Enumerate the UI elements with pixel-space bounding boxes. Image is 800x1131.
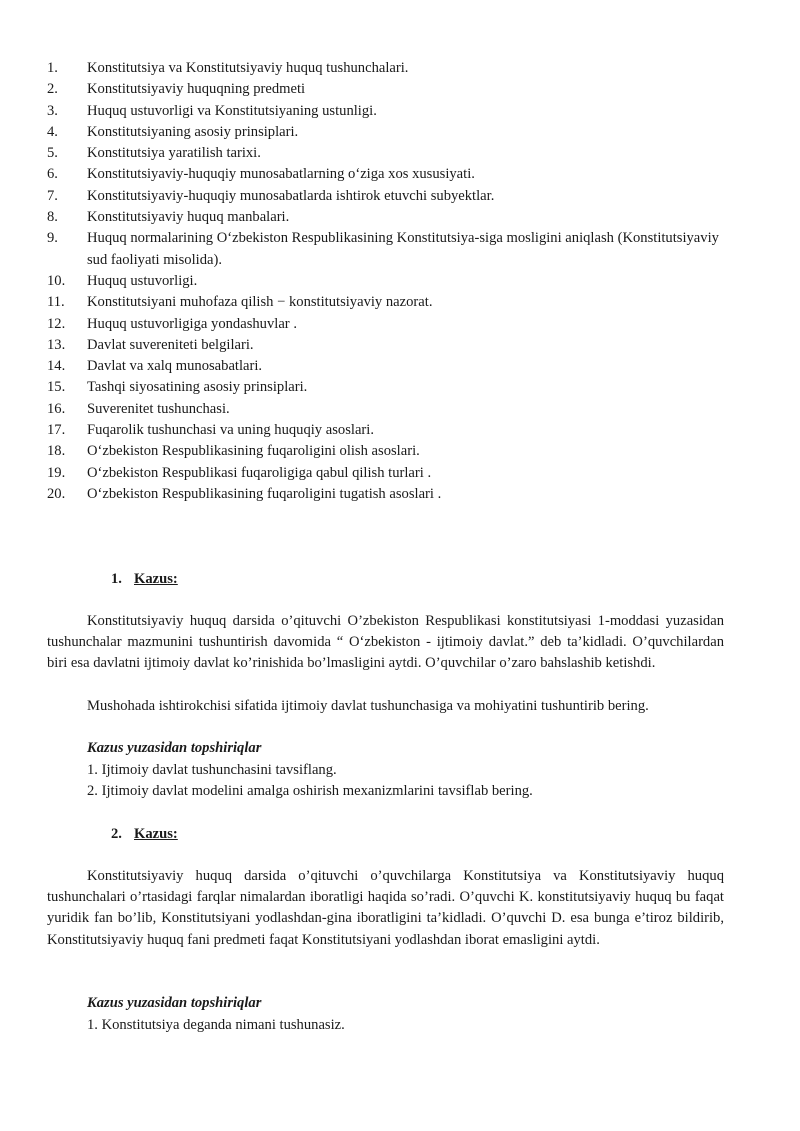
topic-text: Huquq ustuvorligi. xyxy=(87,272,198,289)
case-title: Kazus: xyxy=(134,826,178,842)
topic-number: 15. xyxy=(47,379,66,396)
topic-text: Konstitutsiyani muhofaza qilish − konstitutsiyaviy nazorat. xyxy=(87,294,433,311)
topic-text: Konstitutsiyaviy-huquqiy munosabatlarning oʻziga xos xususiyati. xyxy=(87,166,475,183)
topic-item xyxy=(0,314,727,335)
topic-text: Konstitutsiyaviy huquq manbalari. xyxy=(87,209,290,226)
topic-number: 16. xyxy=(47,400,66,417)
topic-text: Oʻzbekiston Respublikasining fuqaroligini olish asoslari. xyxy=(87,443,420,460)
topic-item xyxy=(0,122,727,143)
topic-item xyxy=(0,463,727,484)
topic-number: 7. xyxy=(47,187,58,204)
topic-number: 10. xyxy=(47,272,66,289)
topic-item xyxy=(0,164,727,185)
topic-item xyxy=(0,58,727,79)
topic-item xyxy=(0,271,727,292)
topic-item xyxy=(0,420,727,441)
topic-text: Tashqi siyosatining asosiy prinsiplari. xyxy=(87,379,308,396)
topic-number: 18. xyxy=(47,443,66,460)
topic-number: 3. xyxy=(47,102,58,119)
topic-number: 12. xyxy=(47,315,66,332)
topic-number: 8. xyxy=(47,209,58,226)
topic-item xyxy=(0,101,727,122)
topic-item xyxy=(0,186,727,207)
topic-text: Suverenitet tushunchasi. xyxy=(87,400,230,417)
topic-text: Huquq normalarining Oʻzbekiston Respublikasining Konstitutsiya-siga mosligini aniqlash (Konstitutsiyaviy sud faoliyati misolida). xyxy=(87,230,719,268)
topic-item xyxy=(0,399,727,420)
topic-number: 5. xyxy=(47,145,58,162)
topic-number: 20. xyxy=(47,485,66,502)
topic-number: 6. xyxy=(47,166,58,183)
topic-number: 14. xyxy=(47,358,66,375)
task-item: 1. Konstitutsiya deganda nimani tushunasiz. xyxy=(87,1017,345,1033)
topic-item xyxy=(0,441,727,462)
case-title: Kazus: xyxy=(134,571,178,587)
case-heading xyxy=(111,824,178,845)
topic-item xyxy=(0,484,727,505)
topic-item xyxy=(0,79,727,100)
topic-number: 11. xyxy=(47,294,65,311)
topic-number: 1. xyxy=(47,60,58,76)
topic-text: Konstitutsiyaviy huquqning predmeti xyxy=(87,81,306,98)
task-item: 1. Ijtimoiy davlat tushunchasini tavsiflang. xyxy=(87,762,337,778)
topic-text: Oʻzbekiston Respublikasining fuqaroligini tugatish asoslari . xyxy=(87,485,442,502)
topic-text: Davlat suvereniteti belgilari. xyxy=(87,336,254,353)
topic-text: Konstitutsiya va Konstitutsiyaviy huquq tushunchalari. xyxy=(87,60,409,76)
topic-text: Fuqarolik tushunchasi va uning huquqiy asoslari. xyxy=(87,422,374,439)
case-paragraph: Konstitutsiyaviy huquq darsida o’qituvchi o’quvchilarga Konstitutsiya va Konstitutsiyaviy huquq tushunchalari o’rtasidagi farqlar nimalardan iboratligi haqida so’radi. O’quvchi K. konstitutsiyaviy huquq bu faqat yuridik fan bo’lib, Konstitutsiyani yodlashdan-gina iboratligini ta’kidladi. O’quvchi D. esa bunga e’tiroz bildirib, Konstitutsiyaviy huquq fani predmeti faqat Konstitutsiyani yodlashdan iborat emasligini aytdi. xyxy=(47,868,724,948)
topic-text: Konstitutsiya yaratilish tarixi. xyxy=(87,145,261,162)
topic-item xyxy=(0,292,727,313)
topic-text: Konstitutsiyaviy-huquqiy munosabatlarda ishtirok etuvchi subyektlar. xyxy=(87,187,495,204)
topic-item xyxy=(0,335,727,356)
topic-item xyxy=(0,143,727,164)
case-number: 2. xyxy=(111,826,122,842)
case-paragraph: Konstitutsiyaviy huquq darsida o’qituvchi O’zbekiston Respublikasi konstitutsiyasi 1-moddasi yuzasidan tushunchalar mazmunini tushuntirish davomida “ Oʻzbekiston - ijtimoiy davlat.” deb ta’kidladi. O’quvchilardan biri esa davlatni ijtimoiy davlat ko’rinishida bo’lmasligini aytdi. O’quvchilar o’zaro bahslashib ketishdi. xyxy=(47,613,724,672)
topic-number: 9. xyxy=(47,230,58,247)
topic-item xyxy=(0,228,727,271)
topic-item xyxy=(0,356,727,377)
topic-number: 19. xyxy=(47,464,66,481)
topic-number: 4. xyxy=(47,123,58,140)
topic-text: Konstitutsiyaning asosiy prinsiplari. xyxy=(87,123,299,140)
topic-text: Huquq ustuvorligi va Konstitutsiyaning ustunligi. xyxy=(87,102,377,119)
topic-text: Davlat va xalq munosabatlari. xyxy=(87,358,263,375)
case-paragraph: Mushohada ishtirokchisi sifatida ijtimoiy davlat tushunchasiga va mohiyatini tushuntirib bering. xyxy=(87,698,649,714)
topic-item xyxy=(0,377,727,398)
topic-text: Huquq ustuvorligiga yondashuvlar . xyxy=(87,315,297,332)
topic-number: 2. xyxy=(47,81,58,98)
topic-list xyxy=(0,58,727,505)
tasks-title: Kazus yuzasidan topshiriqlar xyxy=(87,995,262,1011)
case-heading xyxy=(111,569,178,590)
topic-number: 17. xyxy=(47,422,66,439)
topic-item xyxy=(0,207,727,228)
tasks-title: Kazus yuzasidan topshiriqlar xyxy=(87,740,262,756)
task-item: 2. Ijtimoiy davlat modelini amalga oshirish mexanizmlarini tavsiflab bering. xyxy=(87,783,533,799)
case-number: 1. xyxy=(111,571,122,587)
topic-text: Oʻzbekiston Respublikasi fuqaroligiga qabul qilish turlari . xyxy=(87,464,432,481)
topic-number: 13. xyxy=(47,336,66,353)
